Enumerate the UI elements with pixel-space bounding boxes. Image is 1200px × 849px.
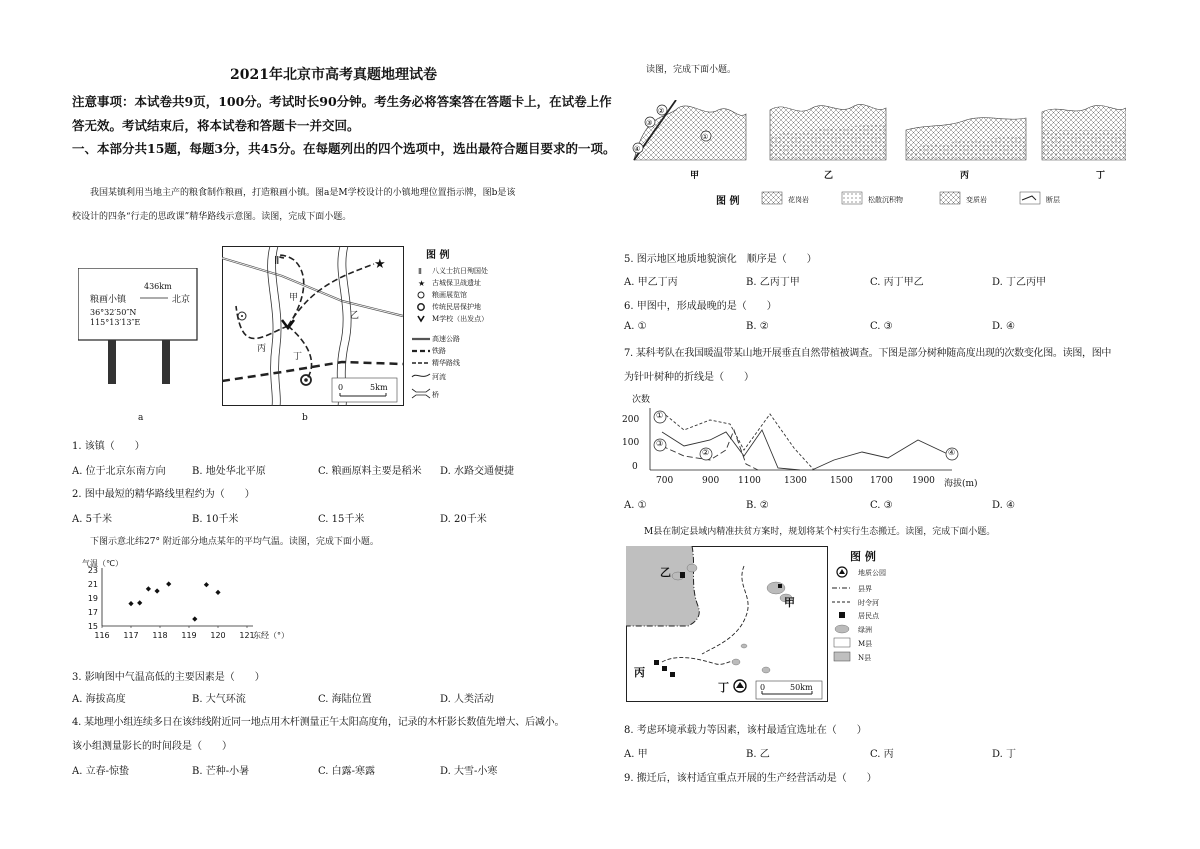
map3-label-bing: 丙 (634, 666, 645, 679)
data-point (155, 588, 160, 593)
section-bing (906, 118, 1026, 160)
x-tick: 1700 (870, 476, 893, 486)
q5-stem: 5. 图示地区地质地貌演化 顺序是（ ） (624, 254, 817, 265)
q1-option-a[interactable]: A. 位于北京东南方向 (72, 466, 166, 477)
data-point (204, 582, 209, 587)
data-point (192, 616, 197, 621)
q2-option-a[interactable]: A. 5千米 (72, 514, 112, 525)
map3-label-jia: 甲 (784, 596, 795, 609)
q4-option-a[interactable]: A. 立春-惊蛰 (72, 766, 129, 777)
x-tick: 1500 (830, 476, 853, 486)
map3-scale-zero: 0 (760, 683, 766, 692)
q1-option-c[interactable]: C. 粮画原料主要是稻米 (318, 466, 422, 477)
marker-1: ① (656, 411, 664, 420)
legend-item: 绿洲 (858, 626, 872, 634)
legend-item: 变质岩 (966, 196, 987, 204)
chart-ylabel: 气温（℃） (82, 559, 123, 568)
notice-line-1: 注意事项：本试卷共9页，100分。考试时长90分钟。考生务必将答案答在答题卡上，在试卷上作 (72, 94, 612, 109)
sign-distance: 436km (144, 282, 172, 291)
svg-text:②: ② (658, 107, 665, 115)
intro-1-line-1: 我国某镇利用当地主产的粮食制作粮画，打造粮画小镇。图a是M学校设计的小镇地理位置指示牌，图b是该 (90, 188, 516, 198)
q7-option-a[interactable]: A. ① (624, 500, 647, 511)
svg-text:Ⅱ: Ⅱ (418, 267, 422, 276)
legend-item: 时令河 (858, 599, 879, 607)
q8-stem: 8. 考虑环境承载力等因素，该村最适宜选址在（ ） (624, 725, 867, 736)
q5-option-b[interactable]: B. 乙丙丁甲 (746, 277, 800, 288)
sign-town: 粮画小镇 (90, 295, 127, 305)
q6-option-a[interactable]: A. ① (624, 321, 647, 332)
intro-3: M县在制定县域内精准扶贫方案时，规划将某个村实行生态搬迁。读图，完成下面小题。 (644, 527, 996, 537)
q6-option-b[interactable]: B. ② (746, 321, 769, 332)
figure-a-caption: a (138, 413, 144, 423)
data-point (128, 601, 133, 606)
q3-option-a[interactable]: A. 海拔高度 (72, 694, 126, 705)
map3-scale-len: 50km (790, 683, 813, 692)
x-tick-label: 118 (152, 631, 168, 640)
geo-label-bing: 丙 (960, 171, 970, 181)
svg-text:★: ★ (374, 257, 386, 272)
q4-option-c[interactable]: C. 白露-寒露 (318, 766, 376, 777)
marker-2: ② (702, 448, 710, 457)
intro-geo: 读图，完成下面小题。 (646, 65, 737, 75)
svg-text:Ⅱ: Ⅱ (274, 254, 280, 267)
map3-label-ding: 丁 (718, 681, 729, 694)
county-map (626, 546, 926, 702)
geo-label-jia: 甲 (690, 171, 700, 181)
q4-option-d[interactable]: D. 大雪-小寒 (440, 766, 498, 777)
map-b-scale-zero: 0 (338, 383, 344, 392)
q8-option-a[interactable]: A. 甲 (624, 749, 648, 760)
q4-option-b[interactable]: B. 芒种-小暑 (192, 766, 250, 777)
q7-option-d[interactable]: D. ④ (992, 500, 1015, 511)
figure-a-sign (78, 268, 198, 386)
q4-line-1: 4. 某地理小组连续多日在该纬线附近同一地点用木杆测量正午太阳高度角，记录的木杆影长数值先增大、后减小。 (72, 717, 565, 728)
geology-sections (626, 100, 1126, 210)
chart-xlabel: 东经（°） (253, 631, 289, 640)
q8-option-d[interactable]: D. 丁 (992, 749, 1017, 760)
y-tick-label: 23 (87, 566, 98, 575)
q7-option-b[interactable]: B. ② (746, 500, 769, 511)
geo-legend-title: 图 例 (716, 196, 740, 207)
legend-item: 县界 (858, 585, 872, 593)
q6-stem: 6. 甲图中，形成最晚的是（ ） (624, 301, 777, 312)
q4-line-2: 该小组测量影长的时间段是（ ） (72, 741, 232, 752)
map-b-legend-title: 图 例 (426, 250, 450, 261)
map-b-label-ding: 丁 (293, 352, 303, 362)
map3-label-yi: 乙 (660, 566, 671, 579)
sign-lat: 36°32′50″N (90, 308, 137, 317)
legend-item: 铁路 (432, 347, 446, 355)
q5-option-d[interactable]: D. 丁乙丙甲 (992, 277, 1047, 288)
section-ding (1042, 105, 1126, 160)
q7-line-2: 为针叶树种的折线是（ ） (624, 372, 754, 383)
q7-option-c[interactable]: C. ③ (870, 500, 893, 511)
figure-b-map (222, 246, 489, 406)
q6-option-c[interactable]: C. ③ (870, 321, 893, 332)
q2-option-d[interactable]: D. 20千米 (440, 514, 487, 525)
q1-option-d[interactable]: D. 水路交通便捷 (440, 466, 515, 477)
x-tick: 1100 (738, 476, 761, 486)
legend-item: 精华路线 (432, 359, 460, 367)
y-tick-label: 15 (87, 622, 98, 631)
geo-label-ding: 丁 (1096, 171, 1106, 181)
q6-option-d[interactable]: D. ④ (992, 321, 1015, 332)
q2-option-b[interactable]: B. 10千米 (192, 514, 239, 525)
legend-item: 桥 (432, 391, 439, 399)
q2-stem: 2. 图中最短的精华路线里程约为（ ） (72, 489, 255, 500)
q1-stem: 1. 该镇（ ） (72, 441, 145, 452)
legend-item: 粮画展览馆 (432, 291, 467, 299)
section-jia (633, 100, 746, 160)
temperature-chart (72, 556, 332, 652)
marker-3: ③ (656, 439, 664, 448)
map-b-label-jia: 甲 (289, 293, 299, 303)
page-title: 2021年北京市高考真题地理试卷 (230, 67, 437, 83)
q8-option-c[interactable]: C. 丙 (870, 749, 894, 760)
q3-option-d[interactable]: D. 人类活动 (440, 694, 495, 705)
x-tick: 1900 (912, 476, 935, 486)
legend-item: 断层 (1046, 196, 1060, 204)
q3-option-b[interactable]: B. 大气环流 (192, 694, 246, 705)
q1-option-b[interactable]: B. 地处华北平原 (192, 466, 266, 477)
svg-text:③: ③ (646, 119, 653, 127)
y-tick-label: 21 (87, 580, 98, 589)
x-tick-label: 121 (239, 631, 255, 640)
map3-legend-title: 图 例 (850, 550, 876, 563)
line-chart-ylabel: 次数 (632, 395, 651, 405)
x-tick-label: 120 (210, 631, 226, 640)
figure-b-caption: b (302, 413, 308, 423)
x-tick-label: 116 (94, 631, 110, 640)
data-point (166, 581, 171, 586)
legend-item: 八义士抗日殉国处 (432, 267, 488, 275)
q5-option-c[interactable]: C. 丙丁甲乙 (870, 277, 924, 288)
sign-city: 北京 (172, 295, 191, 305)
legend-item: 地质公园 (858, 569, 886, 577)
svg-text:④: ④ (634, 145, 641, 153)
section-heading: 一、本部分共15题，每题3分，共45分。在每题列出的四个选项中，选出最符合题目要求的一项。 (72, 141, 616, 156)
y-tick: 0 (632, 462, 638, 472)
data-point (146, 586, 151, 591)
y-tick-label: 17 (87, 608, 98, 617)
legend-item: M学校（出发点） (432, 315, 489, 323)
geo-label-yi: 乙 (824, 171, 834, 181)
legend-item: 高速公路 (432, 335, 460, 343)
intro-2: 下图示意北纬27° 附近部分地点某年的平均气温。读图，完成下面小题。 (90, 537, 379, 547)
legend-item: M县 (858, 640, 873, 648)
x-tick-label: 117 (123, 631, 139, 640)
section-yi (770, 104, 886, 160)
legend-item: 河流 (432, 373, 446, 381)
data-point (137, 600, 142, 605)
legend-item: 古城保卫战遗址 (432, 279, 481, 287)
x-tick-label: 119 (181, 631, 197, 640)
map-b-scale-len: 5km (370, 383, 388, 392)
svg-text:★: ★ (418, 279, 426, 288)
map-b-label-bing: 丙 (257, 344, 267, 354)
svg-text:①: ① (702, 133, 709, 141)
x-tick: 1300 (784, 476, 807, 486)
legend-item: 花岗岩 (788, 196, 809, 204)
notice-line-2: 答无效。考试结束后，将本试卷和答题卡一并交回。 (72, 118, 360, 133)
line-chart-xlabel: 海拔(m) (944, 479, 978, 489)
legend-item: 松散沉积物 (868, 196, 903, 204)
marker-4: ④ (948, 448, 956, 457)
q9-stem: 9. 搬迁后，该村适宜重点开展的生产经营活动是（ ） (624, 773, 877, 784)
x-tick: 900 (702, 476, 720, 486)
x-tick: 700 (656, 476, 674, 486)
q3-option-c[interactable]: C. 海陆位置 (318, 694, 372, 705)
q7-line-1: 7. 某科考队在我国暖温带某山地开展垂直自然带植被调查。下图是部分树种随高度出现的次数变化图。读图，图中 (624, 348, 1112, 359)
q5-option-a[interactable]: A. 甲乙丁丙 (624, 277, 678, 288)
q8-option-b[interactable]: B. 乙 (746, 749, 770, 760)
sign-lon: 115°13′13″E (90, 318, 141, 327)
legend-item: N县 (858, 654, 872, 662)
data-point (215, 590, 220, 595)
y-tick: 200 (622, 415, 640, 425)
legend-item: 居民点 (858, 612, 879, 620)
intro-1-line-2: 校设计的四条“行走的思政课”精华路线示意图。读图，完成下面小题。 (72, 212, 352, 222)
y-tick: 100 (622, 438, 640, 448)
map-b-label-yi: 乙 (350, 311, 360, 321)
q3-stem: 3. 影响图中气温高低的主要因素是（ ） (72, 672, 265, 683)
tree-line-chart (622, 390, 1012, 492)
y-tick-label: 19 (87, 594, 98, 603)
q2-option-c[interactable]: C. 15千米 (318, 514, 365, 525)
legend-item: 传统民居保护地 (432, 303, 481, 311)
